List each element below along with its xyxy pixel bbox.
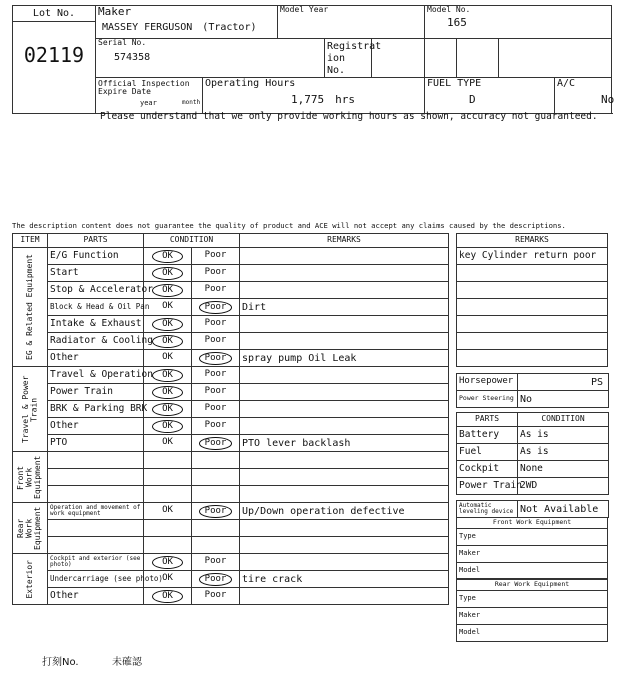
- part-cell: E/G Function: [48, 248, 144, 265]
- poor-cell[interactable]: [192, 452, 240, 469]
- poor-cell[interactable]: [192, 401, 240, 418]
- auto-level-label: Automatic leveling device: [457, 501, 518, 518]
- table-row: [13, 384, 449, 401]
- stamp-label: 打刻No.: [42, 657, 79, 668]
- spec-table: [456, 373, 609, 408]
- poor-option: Poor: [204, 369, 227, 380]
- registration-box-4: [499, 39, 612, 78]
- poor-cell[interactable]: [192, 265, 240, 282]
- remark-cell: [240, 367, 449, 384]
- remark-cell: [240, 486, 449, 503]
- poor-cell[interactable]: [192, 520, 240, 537]
- item-group-cell: [13, 503, 48, 554]
- table-row: [13, 520, 449, 537]
- ok-option: OK: [162, 505, 173, 516]
- ok-cell[interactable]: [144, 248, 192, 265]
- fuel-label: FUEL TYPE: [427, 78, 482, 89]
- ok-cell[interactable]: [144, 537, 192, 554]
- table-row: [13, 571, 449, 588]
- ok-circled: OK: [152, 267, 183, 280]
- item-group-cell: [13, 452, 48, 503]
- side-remarks-blank: [457, 333, 608, 350]
- ok-cell[interactable]: [144, 452, 192, 469]
- item-group-cell: [13, 367, 48, 452]
- ok-option: OK: [162, 352, 173, 363]
- part-cell: Travel & Operation: [48, 367, 144, 384]
- remark-cell: spray pump Oil Leak: [240, 350, 449, 367]
- poor-cell[interactable]: [192, 435, 240, 452]
- poor-option: Poor: [204, 250, 227, 261]
- poor-option: Poor: [204, 403, 227, 414]
- poor-option: Poor: [204, 420, 227, 431]
- front-maker-label: Maker: [457, 545, 608, 562]
- poor-option: Poor: [204, 590, 227, 601]
- remark-cell: [240, 316, 449, 333]
- side-remarks-blank: [457, 282, 608, 299]
- poor-cell[interactable]: [192, 571, 240, 588]
- header-table: [12, 5, 615, 114]
- ok-circled: OK: [152, 250, 183, 263]
- condition-header: CONDITION: [144, 234, 240, 248]
- poor-cell[interactable]: [192, 554, 240, 571]
- part-cell: Undercarriage (see photo): [48, 571, 144, 588]
- poor-cell[interactable]: [192, 282, 240, 299]
- rear-equipment-table: [456, 578, 608, 642]
- side-part-value: None: [518, 461, 609, 478]
- item-group-label: Travel & Power Train: [20, 375, 38, 443]
- ok-cell[interactable]: [144, 520, 192, 537]
- ok-cell[interactable]: [144, 486, 192, 503]
- part-cell: BRK & Parking BRK: [48, 401, 144, 418]
- maker-value: MASSEY FERGUSON (Tractor): [102, 22, 257, 34]
- poor-cell[interactable]: [192, 299, 240, 316]
- poor-option: Poor: [204, 386, 227, 397]
- ok-cell[interactable]: [144, 350, 192, 367]
- table-row: [13, 316, 449, 333]
- ok-cell[interactable]: [144, 503, 192, 520]
- ok-cell[interactable]: [144, 384, 192, 401]
- auto-level-value: Not Available: [518, 501, 609, 518]
- hours-disclaimer: Please understand that we only provide working hours as shown, accuracy not guaranteed.: [100, 111, 598, 122]
- side-condition-header: CONDITION: [518, 413, 609, 427]
- side-remarks-blank: [457, 316, 608, 333]
- ac-label: A/C: [557, 78, 576, 89]
- poor-cell[interactable]: [192, 486, 240, 503]
- part-cell: [48, 469, 144, 486]
- side-part-value: As is: [518, 427, 609, 444]
- rear-maker-label: Maker: [457, 608, 608, 625]
- lot-value: 02119: [23, 43, 85, 67]
- month-label: month: [182, 99, 201, 106]
- item-group-cell: [13, 248, 48, 367]
- side-parts-header: PARTS: [457, 413, 518, 427]
- ok-cell[interactable]: [144, 367, 192, 384]
- table-row: [13, 367, 449, 384]
- poor-circled: Poor: [199, 505, 233, 518]
- part-cell: Other: [48, 418, 144, 435]
- ok-cell[interactable]: [144, 282, 192, 299]
- table-row: [13, 299, 449, 316]
- table-row: [13, 401, 449, 418]
- hours-label: Operating Hours: [205, 78, 296, 89]
- part-cell: [48, 486, 144, 503]
- poor-option: Poor: [204, 284, 227, 295]
- parts-header: PARTS: [48, 234, 144, 248]
- part-cell: PTO: [48, 435, 144, 452]
- stamp-value: 未確認: [112, 657, 142, 668]
- poor-circled: Poor: [199, 437, 233, 450]
- remark-cell: [240, 248, 449, 265]
- rear-model-label: Model: [457, 625, 608, 642]
- part-cell: Radiator & Cooling: [48, 333, 144, 350]
- item-group-label: EG & Related Equipment: [24, 254, 34, 360]
- registration-box-3: [457, 39, 499, 78]
- remark-cell: [240, 588, 449, 605]
- remark-cell: [240, 333, 449, 350]
- part-cell: Intake & Exhaust: [48, 316, 144, 333]
- model-no-label: Model No.: [427, 5, 471, 14]
- poor-option: Poor: [204, 556, 227, 567]
- side-part-label: Battery: [457, 427, 518, 444]
- remark-cell: [240, 282, 449, 299]
- side-parts-row: [457, 478, 609, 495]
- side-part-label: Fuel: [457, 444, 518, 461]
- side-parts-row: [457, 427, 609, 444]
- front-type-label: Type: [457, 528, 608, 545]
- ok-cell[interactable]: [144, 571, 192, 588]
- horsepower-label: Horsepower: [457, 374, 518, 391]
- ok-circled: OK: [152, 420, 183, 433]
- poor-cell[interactable]: [192, 537, 240, 554]
- ok-cell[interactable]: [144, 333, 192, 350]
- table-row: [13, 435, 449, 452]
- lot-label: Lot No.: [13, 6, 95, 22]
- table-row: [13, 537, 449, 554]
- ok-cell[interactable]: [144, 435, 192, 452]
- rear-type-label: Type: [457, 591, 608, 608]
- front-model-label: Model: [457, 562, 608, 579]
- ok-option: OK: [162, 437, 173, 448]
- item-header: ITEM: [13, 234, 48, 248]
- remark-cell: [240, 520, 449, 537]
- ok-cell[interactable]: [144, 588, 192, 605]
- year-label: year: [140, 99, 157, 107]
- remark-cell: [240, 469, 449, 486]
- side-part-value: As is: [518, 444, 609, 461]
- ok-circled: OK: [152, 590, 183, 603]
- side-remarks-blank: [457, 265, 608, 282]
- side-remarks-blank: [457, 299, 608, 316]
- registration-box-2: [425, 39, 457, 78]
- remark-cell: PTO lever backlash: [240, 435, 449, 452]
- poor-option: Poor: [204, 267, 227, 278]
- poor-cell[interactable]: [192, 418, 240, 435]
- part-cell: Power Train: [48, 384, 144, 401]
- ok-circled: OK: [152, 318, 183, 331]
- poor-cell[interactable]: [192, 469, 240, 486]
- table-row: [13, 350, 449, 367]
- part-cell: Stop & Accelerator: [48, 282, 144, 299]
- steering-value: No: [518, 391, 609, 408]
- model-no-value: 165: [447, 15, 467, 29]
- poor-cell[interactable]: [192, 248, 240, 265]
- table-row: [13, 333, 449, 350]
- remark-cell: [240, 401, 449, 418]
- poor-cell[interactable]: [192, 350, 240, 367]
- ok-circled: OK: [152, 403, 183, 416]
- registration-label: Registrat ion No.: [325, 39, 372, 78]
- steering-label: Power Steering: [457, 391, 518, 408]
- table-row: [13, 503, 449, 520]
- horsepower-value: PS: [518, 374, 609, 391]
- ok-cell[interactable]: [144, 265, 192, 282]
- ok-option: OK: [162, 573, 173, 584]
- condition-table: [12, 233, 449, 605]
- serial-value: 574358: [114, 51, 151, 63]
- table-row: [13, 248, 449, 265]
- remarks-header: REMARKS: [240, 234, 449, 248]
- remark-cell: tire crack: [240, 571, 449, 588]
- poor-cell[interactable]: [192, 588, 240, 605]
- side-part-label: Power Train: [457, 478, 518, 495]
- item-group-label: Front Work Equipment: [16, 455, 43, 499]
- ok-cell[interactable]: [144, 418, 192, 435]
- poor-cell[interactable]: [192, 503, 240, 520]
- side-parts-row: [457, 444, 609, 461]
- auto-level-table: [456, 500, 609, 518]
- front-equipment-header: Front Work Equipment: [457, 518, 608, 528]
- ok-cell[interactable]: [144, 401, 192, 418]
- poor-option: Poor: [204, 335, 227, 346]
- ok-circled: OK: [152, 284, 183, 297]
- ok-cell[interactable]: [144, 316, 192, 333]
- side-remarks-blank: [457, 350, 608, 367]
- remark-cell: [240, 452, 449, 469]
- maker-label: Maker: [98, 5, 132, 18]
- remark-cell: [240, 384, 449, 401]
- hours-value: 1,775 hrs: [291, 93, 355, 106]
- side-remarks-line: key Cylinder return poor: [457, 248, 608, 265]
- rear-equipment-header: Rear Work Equipment: [457, 579, 608, 591]
- side-remarks-table: [456, 233, 608, 367]
- remark-cell: Up/Down operation defective: [240, 503, 449, 520]
- remark-cell: [240, 418, 449, 435]
- poor-circled: Poor: [199, 352, 233, 365]
- part-cell: Block & Head & Oil Pan: [48, 299, 144, 316]
- part-cell: [48, 452, 144, 469]
- table-row: [13, 554, 449, 571]
- part-cell: Other: [48, 350, 144, 367]
- front-equipment-table: [456, 518, 608, 580]
- part-cell: Start: [48, 265, 144, 282]
- remark-cell: [240, 554, 449, 571]
- table-row: [13, 418, 449, 435]
- ok-cell[interactable]: [144, 299, 192, 316]
- remark-cell: [240, 537, 449, 554]
- part-cell: Operation and movement of work equipment: [48, 503, 144, 520]
- ok-circled: OK: [152, 369, 183, 382]
- part-cell: Cockpit and exterior (see photo): [48, 554, 144, 571]
- table-row: [13, 282, 449, 299]
- serial-label: Serial No.: [98, 38, 147, 47]
- model-year-label: Model Year: [280, 5, 329, 14]
- table-row: [13, 452, 449, 469]
- description-disclaimer: The description content does not guarantee the quality of product and ACE will not accept any claims caused by the descriptions.: [12, 221, 566, 230]
- side-part-label: Cockpit: [457, 461, 518, 478]
- poor-option: Poor: [204, 318, 227, 329]
- lot-cell: [13, 6, 96, 114]
- part-cell: [48, 520, 144, 537]
- inspection-label: Official Inspection Expire Date: [98, 79, 190, 97]
- side-remarks-header: REMARKS: [457, 234, 608, 248]
- ok-cell[interactable]: [144, 469, 192, 486]
- item-group-label: Rear Work Equipment: [16, 506, 43, 550]
- ok-cell[interactable]: [144, 554, 192, 571]
- poor-circled: Poor: [199, 301, 233, 314]
- side-parts-row: [457, 461, 609, 478]
- item-group-label: Exterior: [24, 559, 34, 599]
- part-cell: [48, 537, 144, 554]
- parts-condition-table: [456, 412, 609, 495]
- ok-circled: OK: [152, 556, 183, 569]
- ac-value: No: [601, 93, 615, 106]
- ok-circled: OK: [152, 335, 183, 348]
- poor-cell[interactable]: [192, 384, 240, 401]
- ok-option: OK: [162, 301, 173, 312]
- remark-cell: Dirt: [240, 299, 449, 316]
- poor-cell[interactable]: [192, 333, 240, 350]
- ok-circled: OK: [152, 386, 183, 399]
- side-part-value: 2WD: [518, 478, 609, 495]
- table-row: [13, 265, 449, 282]
- table-row: [13, 486, 449, 503]
- fuel-value: D: [469, 93, 476, 106]
- poor-cell[interactable]: [192, 367, 240, 384]
- table-row: [13, 469, 449, 486]
- part-cell: Other: [48, 588, 144, 605]
- remark-cell: [240, 265, 449, 282]
- item-group-cell: [13, 554, 48, 605]
- table-row: [13, 588, 449, 605]
- poor-circled: Poor: [199, 573, 233, 586]
- poor-cell[interactable]: [192, 316, 240, 333]
